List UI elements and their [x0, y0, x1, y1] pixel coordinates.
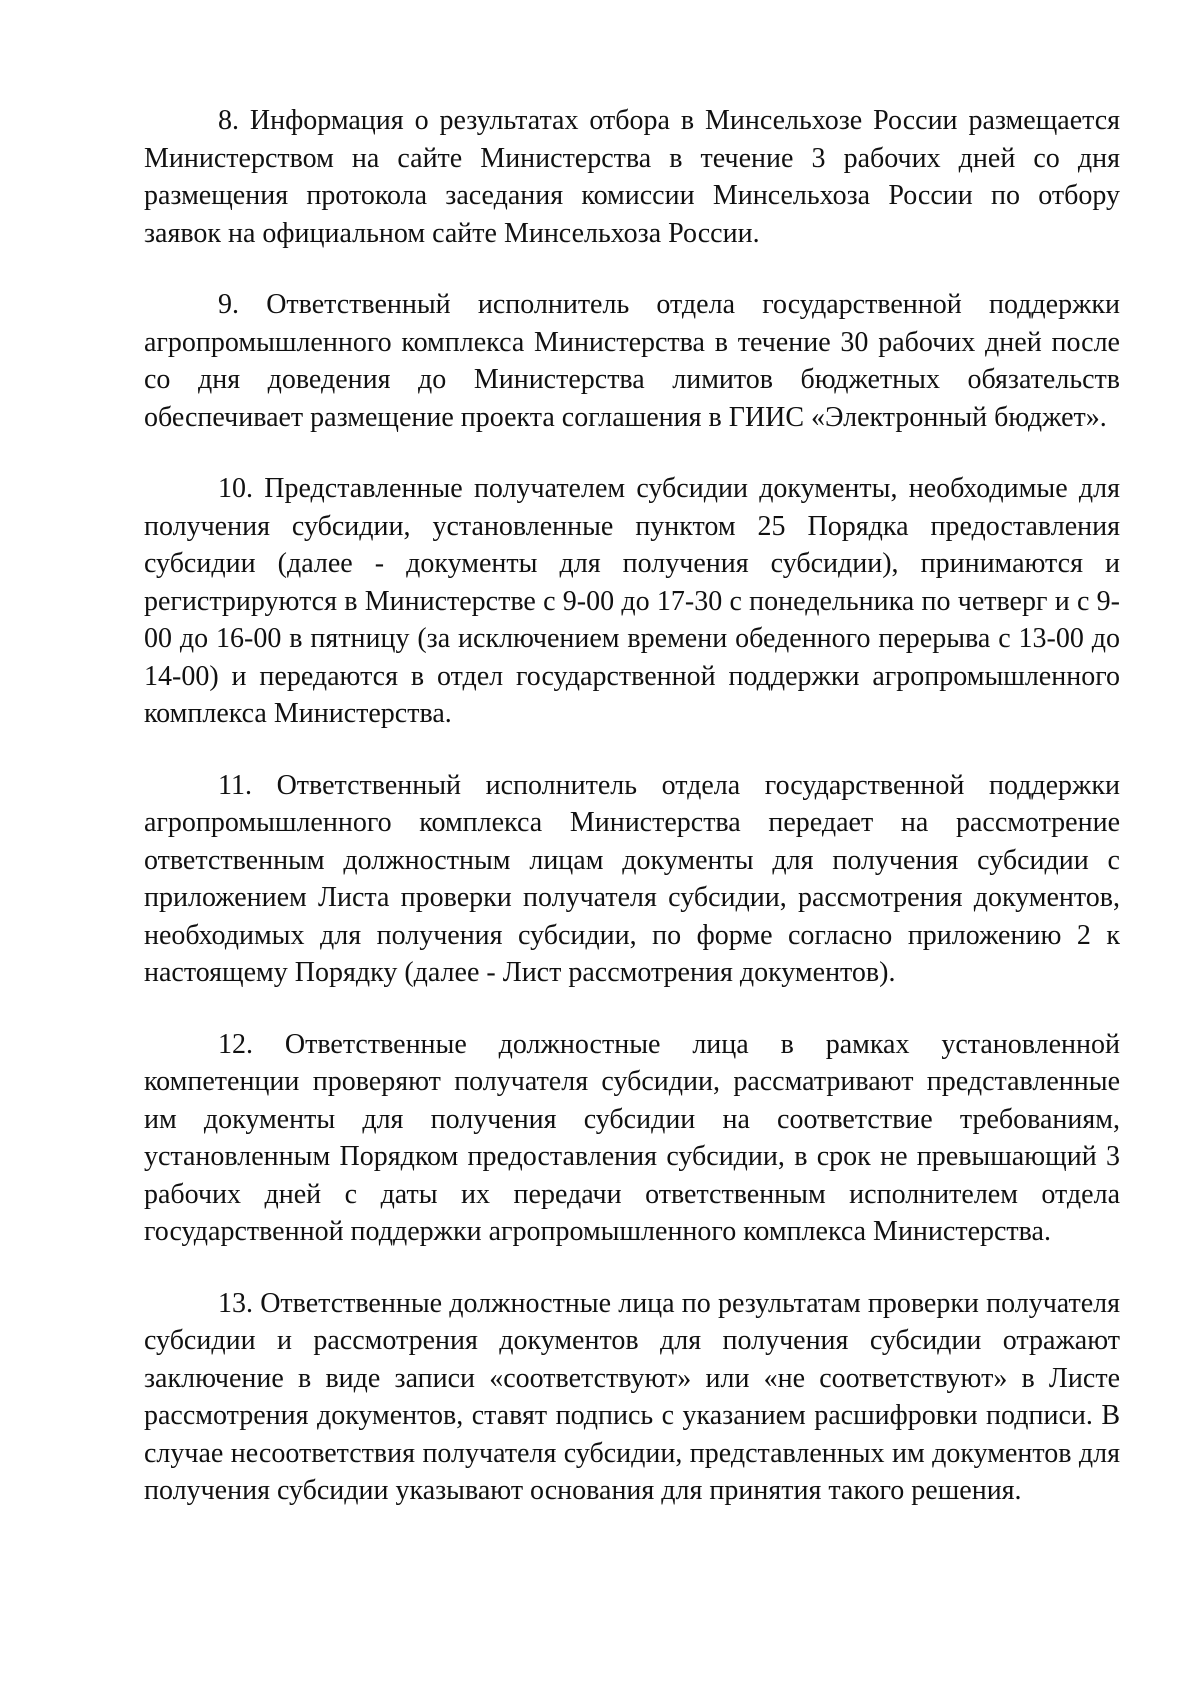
paragraph-13: 13. Ответственные должностные лица по результатам проверки получателя субсидии и рассмотрения документов для получения субсидии отражают заключение в виде записи «соответствуют» или «не соответствуют» в Листе рассмотрения документов, ставят подпись с указанием расшифровки подписи. В случае несоответствия получателя субсидии, представленных им документов для получения субсидии указывают основания для принятия такого решения. — [144, 1287, 1120, 1506]
paragraph-8: 8. Информация о результатах отбора в Минсельхозе России размещается Министерством на сайте Министерства в течение 3 рабочих дней со дня размещения протокола заседания комиссии Минсельхоза России по отбору заявок на официальном сайте Минсельхоза России. — [144, 105, 1120, 249]
paragraph-11: 11. Ответственный исполнитель отдела государственной поддержки агропромышленного комплекса Министерства передает на рассмотрение ответственным должностным лицам документы для получения субсидии с приложением Листа проверки получателя субсидии, рассмотрения документов, необходимых для получения субсидии, по форме согласно приложению 2 к настоящему Порядку (далее - Лист рассмотрения документов). — [144, 769, 1120, 988]
paragraph-9: 9. Ответственный исполнитель отдела государственной поддержки агропромышленного комплекса Министерства в течение 30 рабочих дней после со дня доведения до Министерства лимитов бюджетных обязательств обеспечивает размещение проекта соглашения в ГИИС «Электронный бюджет». — [144, 289, 1120, 433]
paragraph-12: 12. Ответственные должностные лица в рамках установленной компетенции проверяют получателя субсидии, рассматривают представленные им документы для получения субсидии на соответствие требованиям, установленным Порядком предоставления субсидии, в срок не превышающий 3 рабочих дней с даты их передачи ответственным исполнителем отдела государственной поддержки агропромышленного комплекса Министерства. — [144, 1028, 1120, 1247]
document-body — [144, 102, 1120, 1544]
paragraph-10: 10. Представленные получателем субсидии документы, необходимые для получения субсидии, установленные пунктом 25 Порядка предоставления субсидии (далее - документы для получения субсидии), принимаются и регистрируются в Министерстве с 9-00 до 17-30 с понедельника по четверг и с 9-00 до 16-00 в пятницу (за исключением времени обеденного перерыва с 13-00 до 14-00) и передаются в отдел государственной поддержки агропромышленного комплекса Министерства. — [144, 473, 1120, 729]
